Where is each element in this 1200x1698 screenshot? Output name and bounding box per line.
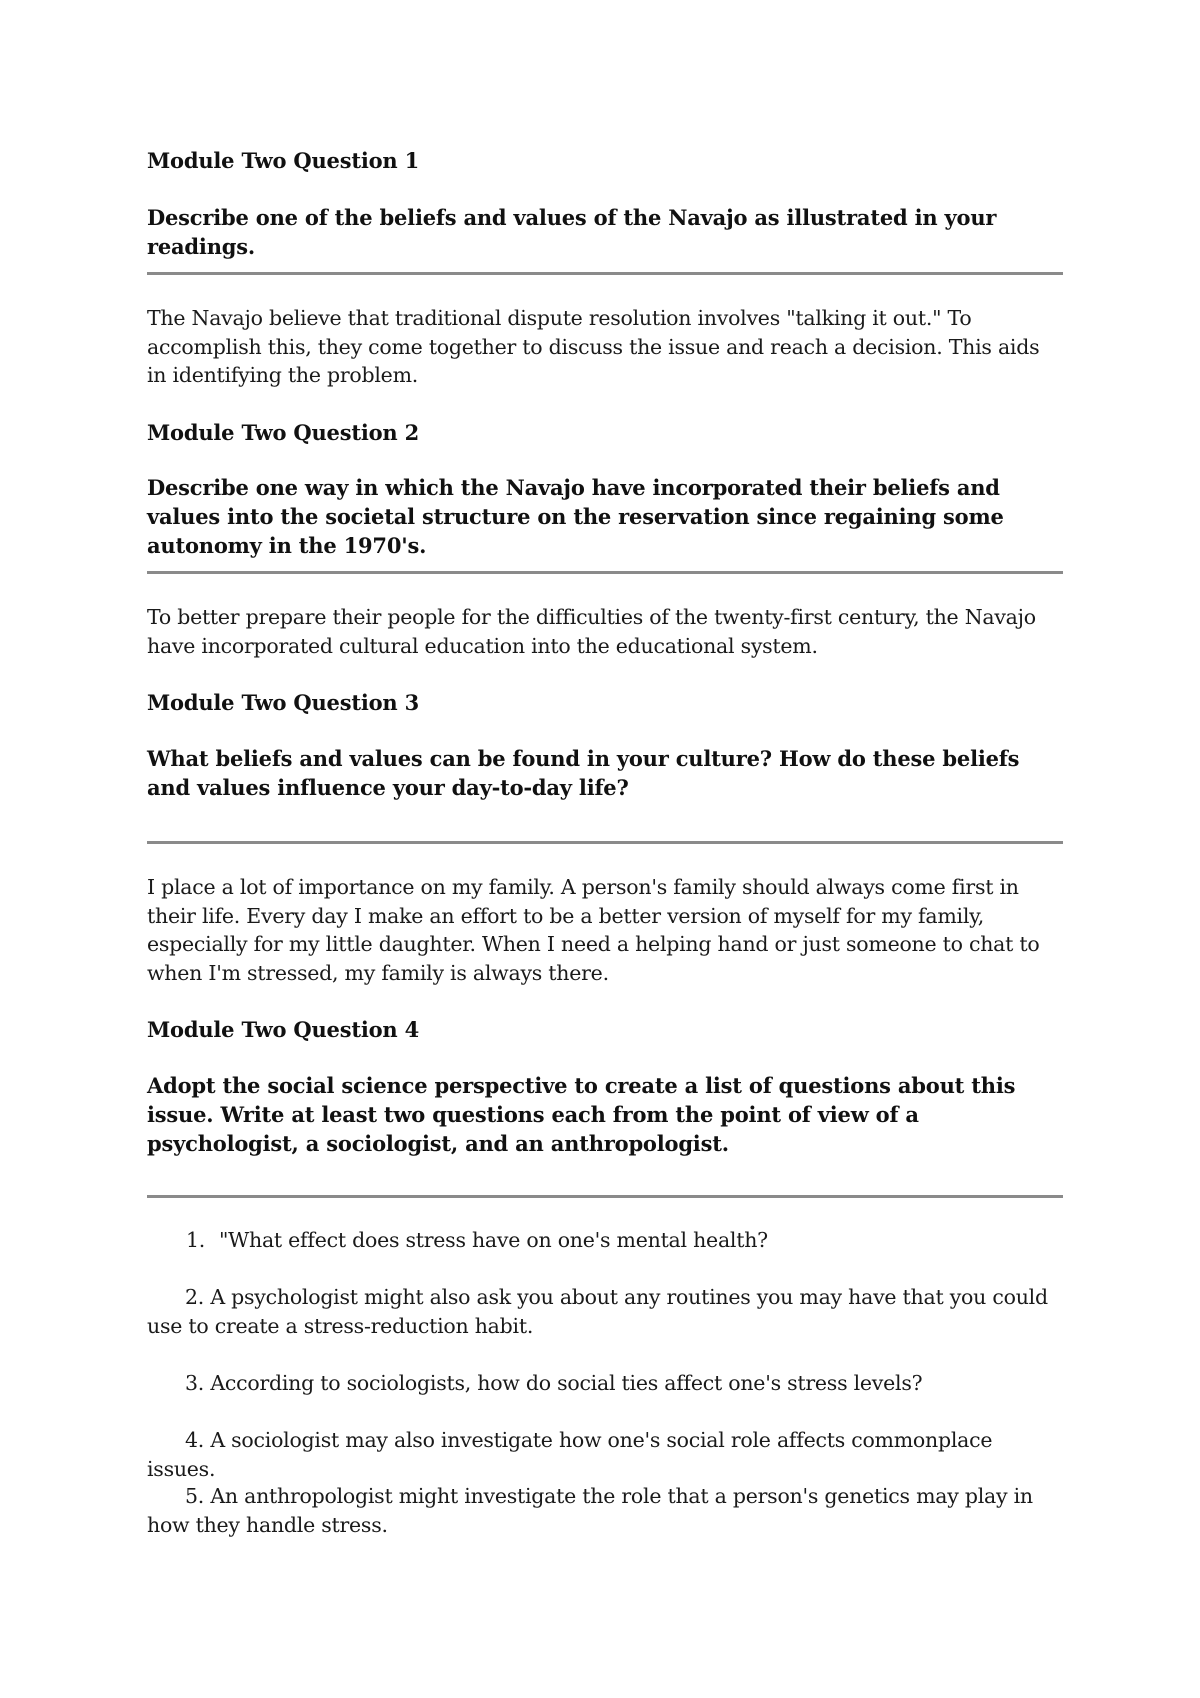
list-item	[147, 1426, 1063, 1483]
list-item-text: A sociologist may also investigate how one's social role affects commonplace issues.	[147, 1428, 993, 1481]
list-item-text: "What effect does stress have on one's mental health?	[219, 1228, 768, 1252]
list-item	[147, 1369, 1063, 1398]
question-heading-3: Module Two Question 3	[147, 690, 419, 715]
answer-divider-1	[147, 272, 1063, 275]
answer-text-2: To better prepare their people for the difficulties of the twenty-first century, the Navajo have incorporated cultural education into the educational system.	[147, 605, 1036, 658]
answer-divider-4	[147, 1195, 1063, 1198]
question-prompt-3: What beliefs and values can be found in your culture? How do these beliefs and values influence your day-to-day life?	[147, 746, 1020, 800]
answer-divider-3	[147, 841, 1063, 844]
answer-divider-2	[147, 571, 1063, 574]
list-item-number: 2.	[185, 1285, 205, 1309]
question-heading-4: Module Two Question 4	[147, 1017, 419, 1042]
list-item	[147, 1226, 1063, 1255]
list-item-number: 3.	[185, 1371, 205, 1395]
list-item	[147, 1482, 1063, 1539]
list-item-number: 5.	[185, 1484, 205, 1508]
list-item	[147, 1283, 1063, 1340]
list-item-text: An anthropologist might investigate the role that a person's genetics may play in how they handle stress.	[147, 1484, 1033, 1537]
list-item-text: A psychologist might also ask you about any routines you may have that you could use to create a stress-reduction habit.	[147, 1285, 1048, 1338]
list-item-number: 4.	[185, 1428, 205, 1452]
question-heading-2: Module Two Question 2	[147, 420, 419, 445]
list-item-number: 1.	[186, 1228, 206, 1252]
question-heading-1: Module Two Question 1	[147, 148, 419, 173]
question-prompt-2: Describe one way in which the Navajo have incorporated their beliefs and values into the societal structure on the reservation since regaining some autonomy in the 1970's.	[147, 475, 1004, 558]
list-item-text: According to sociologists, how do social ties affect one's stress levels?	[210, 1371, 923, 1395]
question-prompt-1: Describe one of the beliefs and values of the Navajo as illustrated in your readings.	[147, 205, 997, 259]
answer-text-1: The Navajo believe that traditional dispute resolution involves "talking it out." To accomplish this, they come together to discuss the issue and reach a decision. This aids in identifying the problem.	[147, 306, 1040, 387]
answer-text-3: I place a lot of importance on my family. A person's family should always come first in their life. Every day I make an effort to be a better version of myself for my family, especially for my little daughter. When I need a helping hand or just someone to chat to when I'm stressed, my family is always there.	[147, 875, 1040, 985]
question-prompt-4: Adopt the social science perspective to create a list of questions about this issue. Write at least two questions each from the point of view of a psychologist, a sociologist, and an anthropologist.	[147, 1073, 1016, 1156]
document-page	[147, 0, 1063, 1698]
